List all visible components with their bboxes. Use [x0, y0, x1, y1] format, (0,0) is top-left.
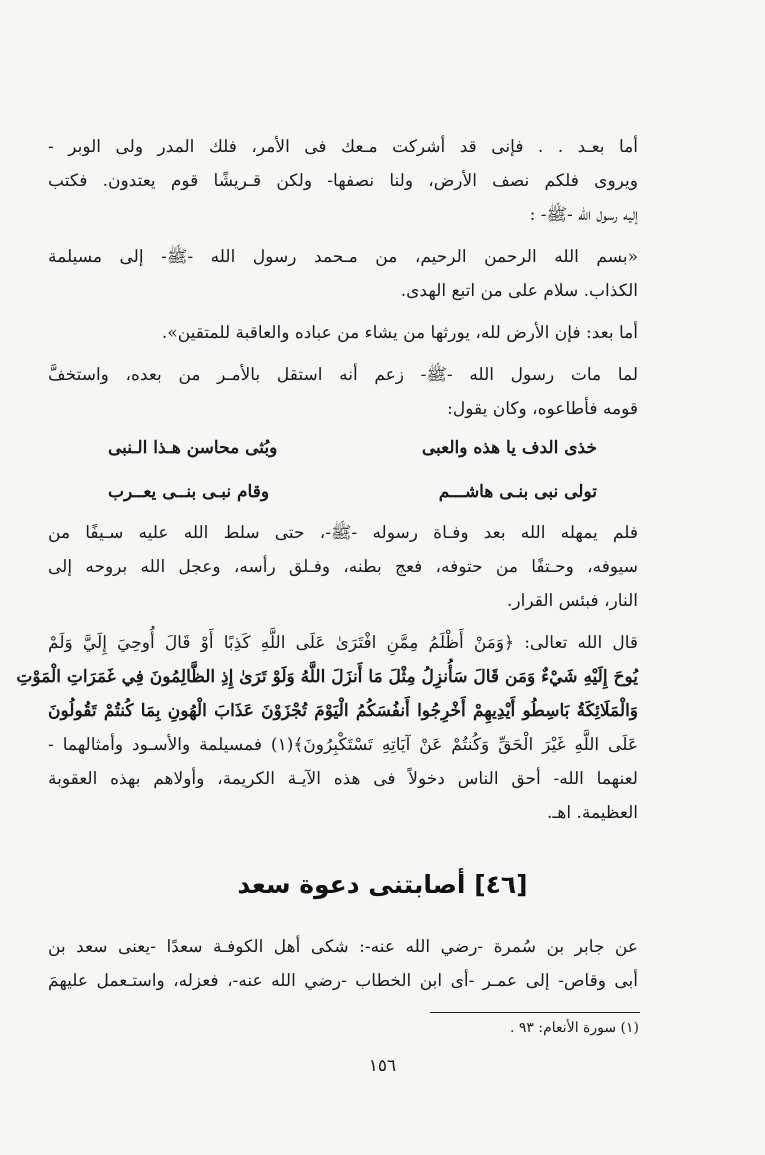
verse-line-1-second-hemistich: وبُثى محاسن هـذا الـنبى	[108, 438, 278, 458]
footnote-divider	[430, 1012, 640, 1013]
text-line: لعنهما الله- أحق الناس دخولاً فى هذه الآيـة الكريمة، وأولاهم بهذه العقوبة	[48, 769, 638, 789]
verse-line-2-first-hemistich: تولى نبى بنـى هاشـــم	[438, 482, 597, 502]
quran-line: وَالْمَلَائِكَةُ بَاسِطُو أَيْدِيهِمْ أَخْرِجُوا أَنفُسَكُمُ الْيَوْمَ تُجْزَوْنَ عَذَابَ الْهُونِ بِمَا كُنتُمْ تَقُولُونَ	[48, 701, 638, 721]
text-line: سيوفه، وحـتفًا من حتوفه، فعج بطنه، وفـلق رأسه، وعجل الله بروحه إلى	[48, 557, 638, 577]
page-number: ١٥٦	[368, 1056, 397, 1076]
text-line: قومه فأطاعوه، وكان يقول:	[447, 399, 638, 419]
footnote: (١) سورة الأنعام: ٩٣ .	[510, 1020, 639, 1036]
paragraph-punishment	[48, 516, 638, 618]
paragraph-letter-closing	[48, 316, 638, 350]
text-line: أما بعد: فإن الأرض لله، يورثها من يشاء من عباده والعاقبة للمتقين».	[161, 323, 638, 343]
text-line: الكذاب. سلام على من اتبع الهدى.	[400, 281, 638, 301]
text-line: قال الله تعالى: ﴿وَمَنْ أَظْلَمُ مِمَّنِ افْتَرَىٰ عَلَى اللَّهِ كَذِبًا أَوْ قَالَ أُوحِيَ إِلَيَّ وَلَمْ	[48, 633, 638, 653]
section-heading: [٤٦] أصابتنى دعوة سعد	[237, 870, 528, 899]
text-line: أما بعـد . . فإنى قد أشركت مـعك فى الأمر، فلك المدر ولى الوبر -	[48, 137, 638, 157]
paragraph-jabir-narration	[48, 930, 638, 998]
quran-line: يُوحَ إِلَيْهِ شَيْءٌ وَمَن قَالَ سَأُنزِلُ مِثْلَ مَا أَنزَلَ اللَّهُ وَلَوْ تَرَىٰ إِذِ الظَّالِمُونَ فِي غَمَرَاتِ الْمَوْتِ	[16, 667, 638, 687]
text-line: فلم يمهله الله بعد وفـاة رسوله -ﷺ-، حتى سلط الله عليه سـيفًا من	[48, 523, 638, 543]
text-line: العظيمة. اهـ.	[546, 803, 638, 823]
text-line: عَلَى اللَّهِ غَيْرَ الْحَقِّ وَكُنتُمْ عَنْ آيَاتِهِ تَسْتَكْبِرُونَ﴾(١) فمسيلمة والأسـود وأمثالهما -	[48, 735, 639, 755]
text-line: عن جابر بن سُمرة -رضي الله عنه-: شكى أهل الكوفـة سعدًا -يعنى سعد بن	[48, 937, 638, 957]
text-line: النار، فبئس القرار.	[507, 591, 638, 611]
paragraph-prophet-letter	[48, 240, 638, 308]
text-line: ويروى فلكم نصف الأرض، ولنا نصفها- ولكن قـريشًا قوم يعتدون. فكتب	[48, 171, 638, 191]
verse-line-2-second-hemistich: وقام نبـى بنــى يعــرب	[108, 482, 270, 502]
text-line: لما مات رسول الله -ﷺ- زعم أنه استقل بالأمـر من بعده، واستخفَّ	[48, 365, 638, 385]
verse-line-1-first-hemistich: خذى الدف يا هذه والعبى	[421, 438, 597, 458]
paragraph-letter-opening	[48, 130, 638, 232]
text-line: «بسم الله الرحمن الرحيم، من مـحمد رسول الله -ﷺ- إلى مسيلمة	[48, 247, 638, 267]
paragraph-musaylima-claim	[48, 358, 638, 426]
text-line: إليه رسول الله -ﷺ- :	[529, 205, 638, 225]
text-line: أبى وقاص- إلى عمـر -أى ابن الخطاب -رضي الله عنه-، فعزله، واستـعمل عليهمَ	[48, 971, 638, 991]
paragraph-quran-verse	[16, 626, 639, 830]
